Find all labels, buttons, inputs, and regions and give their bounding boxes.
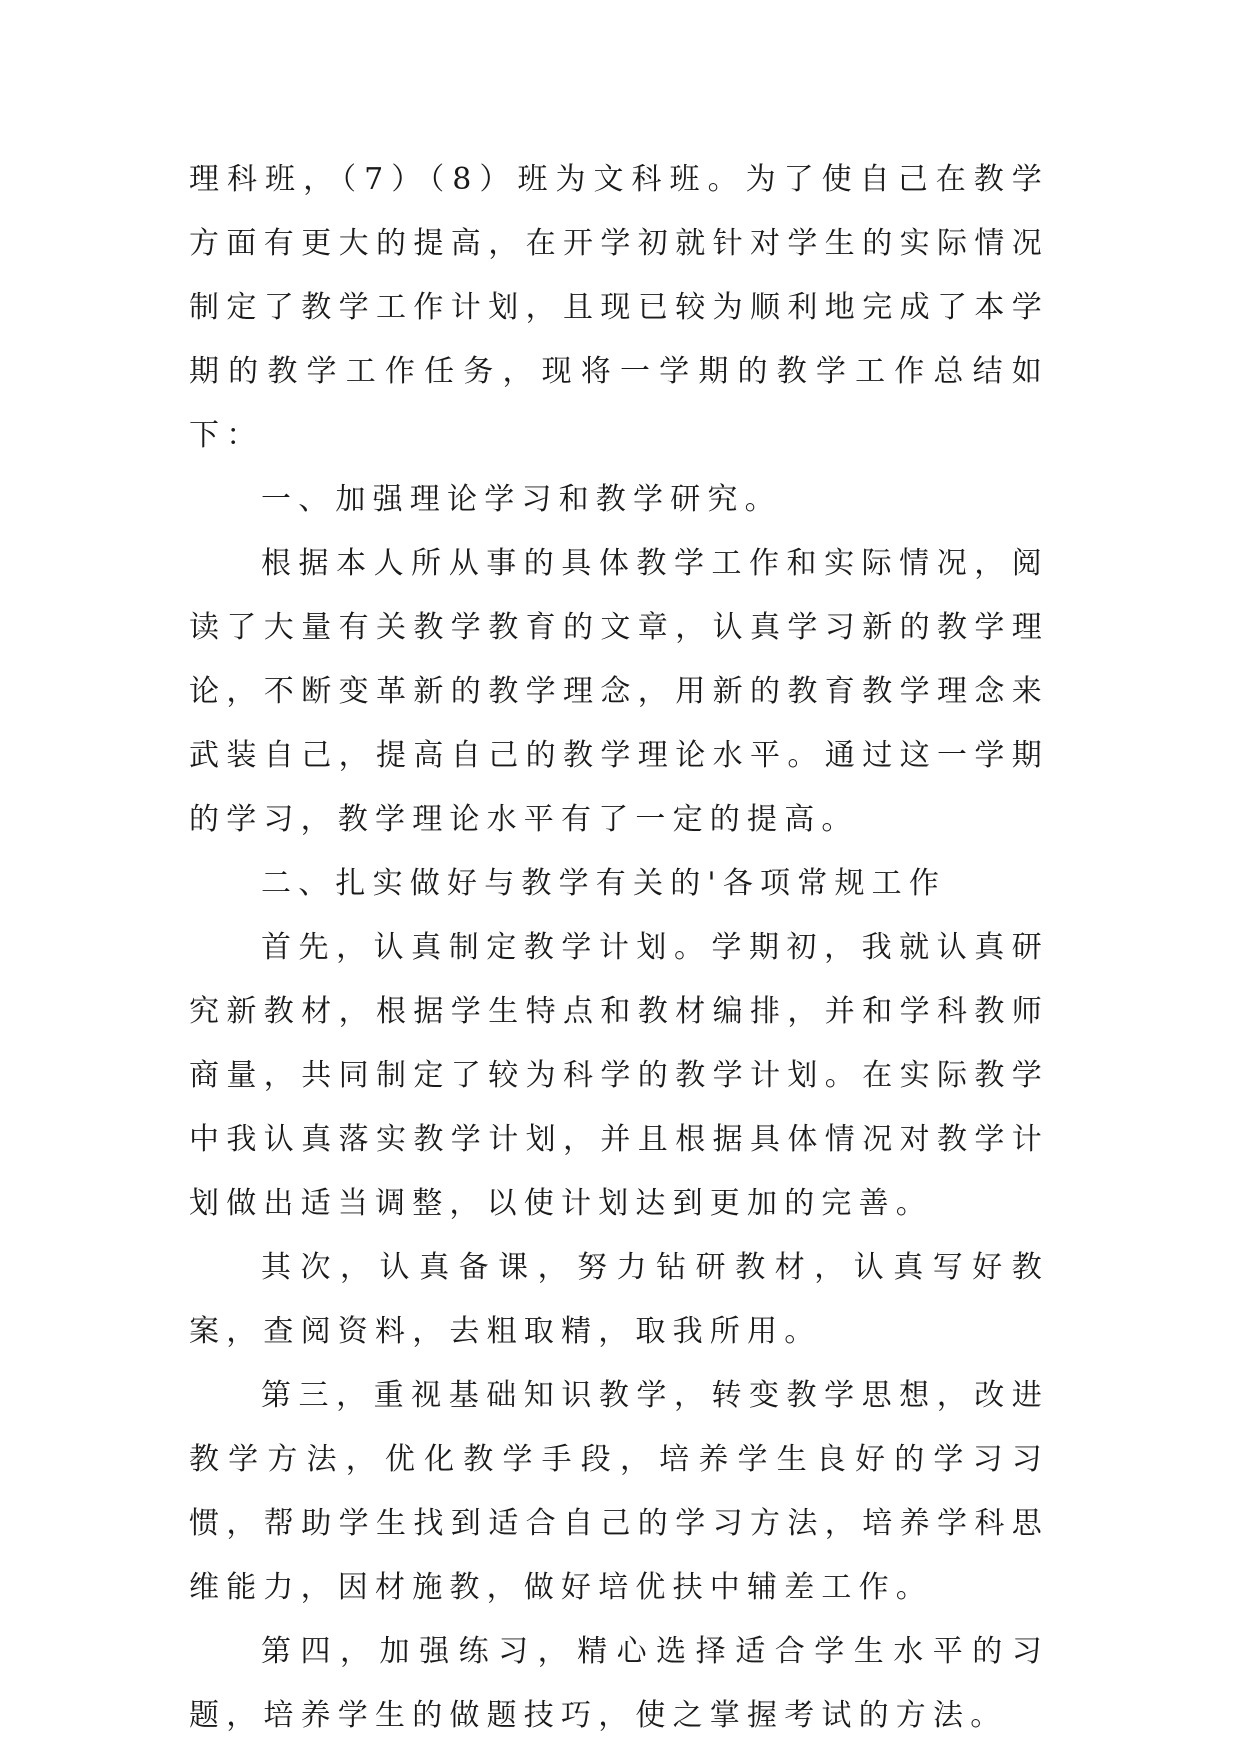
body-text <box>189 148 1049 1748</box>
section-heading-1: 一、加强理论学习和教学研究。 <box>261 482 782 517</box>
paragraph-continuation: 理科班，（7）（8）班为文科班。为了使自己在教学方面有更大的提高，在开学初就针对学生的实际情况制定了教学工作计划，且现已较为顺利地完成了本学期的教学工作任务，现将一学期的教学工作总结如下： <box>189 162 1049 453</box>
paragraph-fourth-practice: 第四，加强练习，精心选择适合学生水平的习题，培养学生的做题技巧，使之掌握考试的方法。 <box>189 1634 1049 1733</box>
paragraph-third-basics: 第三，重视基础知识教学，转变教学思想，改进教学方法，优化教学手段，培养学生良好的学习习惯，帮助学生找到适合自己的学习方法，培养学科思维能力，因材施教，做好培优扶中辅差工作。 <box>189 1378 1049 1605</box>
section-heading-2: 二、扎实做好与教学有关的'各项常规工作 <box>261 866 947 901</box>
paragraph-first-plan: 首先，认真制定教学计划。学期初，我就认真研究新教材，根据学生特点和教材编排，并和学科教师商量，共同制定了较为科学的教学计划。在实际教学中我认真落实教学计划，并且根据具体情况对教学计划做出适当调整，以使计划达到更加的完善。 <box>189 930 1049 1221</box>
paragraph-theory-study: 根据本人所从事的具体教学工作和实际情况，阅读了大量有关教学教育的文章，认真学习新的教学理论，不断变革新的教学理念，用新的教育教学理念来武装自己，提高自己的教学理论水平。通过这一学期的学习，教学理论水平有了一定的提高。 <box>189 546 1049 837</box>
paragraph-second-prepare: 其次，认真备课，努力钻研教材，认真写好教案，查阅资料，去粗取精，取我所用。 <box>189 1250 1049 1349</box>
